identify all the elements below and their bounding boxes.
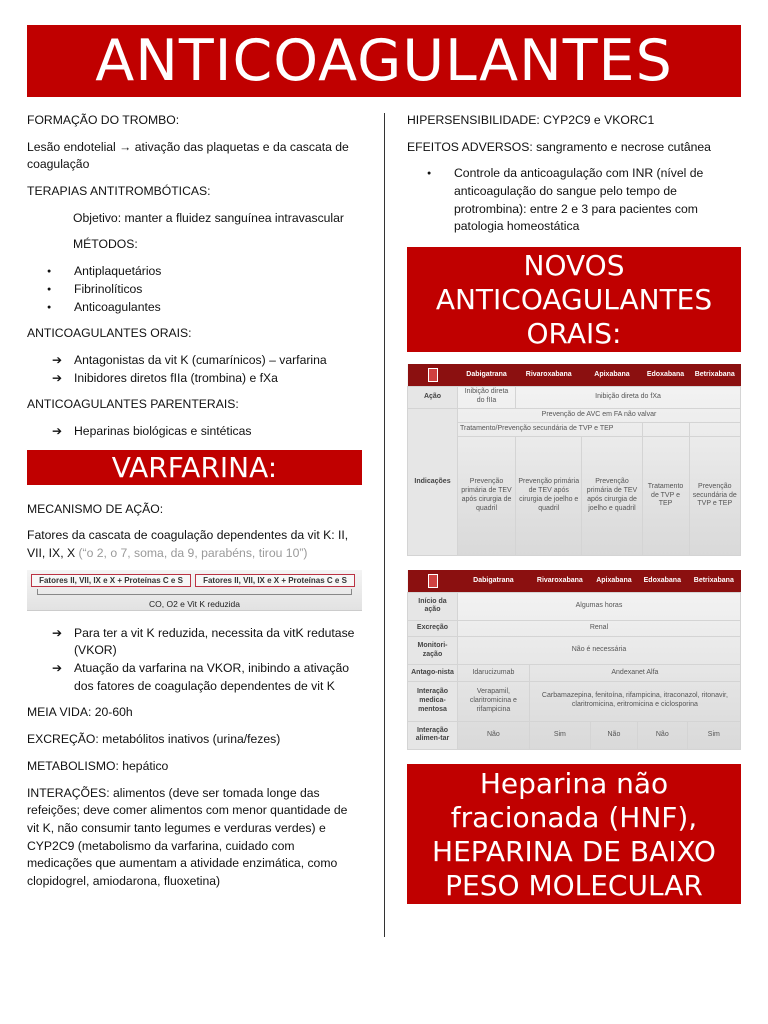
noacs-properties-table bbox=[407, 570, 741, 750]
metabolismo: METABOLISMO: hepático bbox=[27, 758, 169, 773]
orais-label: ANTICOAGULANTES ORAIS: bbox=[27, 326, 192, 341]
novos-anticoagulantes-banner: NOVOS ANTICOAGULANTES ORAIS: bbox=[407, 247, 741, 352]
table-cell: Prevenção primária de TEV após cirurgia de quadril bbox=[458, 436, 516, 556]
table-cell: Prevenção de AVC em FA não valvar bbox=[458, 408, 741, 422]
table-cell: Não é necessária bbox=[458, 637, 741, 665]
list-item: ➔ Antagonistas da vit K (cumarínicos) – varfarina bbox=[27, 352, 362, 370]
metodos-label: MÉTODOS: bbox=[73, 237, 138, 252]
hipersensibilidade: HIPERSENSIBILIDADE: CYP2C9 e VKORC1 bbox=[407, 113, 655, 127]
logo-icon bbox=[428, 574, 438, 588]
fatores-main: Fatores da cascata de coagulação dependentes da vit K: II, VII, IX, X bbox=[27, 528, 349, 560]
table-header: Edoxabana bbox=[637, 570, 687, 592]
heparina-banner: Heparina não fracionada (HNF), HEPARINA DE BAIXO PESO MOLECULAR bbox=[407, 764, 741, 904]
list-item: ● Fibrinolíticos bbox=[27, 281, 362, 299]
right-column bbox=[407, 112, 741, 904]
varfarina-list bbox=[27, 625, 362, 696]
logo-icon bbox=[428, 368, 438, 382]
table-cell: Tratamento/Prevenção secundária de TVP e TEP bbox=[458, 422, 643, 436]
table-cell: Idarucizumab bbox=[458, 665, 530, 681]
terapias-label: TERAPIAS ANTITROMBÓTICAS: bbox=[27, 184, 211, 199]
table-header: Edoxabana bbox=[642, 364, 689, 386]
mecanismo-label: MECANISMO DE AÇÃO: bbox=[27, 501, 164, 516]
orais-list bbox=[27, 352, 362, 387]
table-cell: Andexanet Alfa bbox=[529, 665, 740, 681]
efeitos-list bbox=[407, 165, 741, 236]
page-title: ANTICOAGULANTES bbox=[27, 25, 741, 97]
factor-bottom-label: CO, O2 e Vit K reduzida bbox=[148, 598, 241, 609]
metodos-list bbox=[27, 263, 362, 316]
table-header: Apixabana bbox=[590, 570, 637, 592]
fatores-text bbox=[27, 527, 362, 562]
table-cell: Verapamil, claritromicina e rifampicina bbox=[458, 681, 530, 721]
noacs-indications-table bbox=[407, 364, 741, 556]
row-label: Ação bbox=[408, 386, 458, 408]
table-cell: Não bbox=[590, 721, 637, 749]
brace-line bbox=[37, 589, 352, 595]
table-header: Rivaroxabana bbox=[529, 570, 590, 592]
table-cell: Prevenção primária de TEV após cirurgia de joelho e quadril bbox=[582, 436, 642, 556]
excrecao: EXCREÇÃO: metabólitos inativos (urina/fezes) bbox=[27, 732, 281, 747]
list-item: ➔ Para ter a vit K reduzida, necessita da vitK redutase (VKOR) bbox=[27, 625, 362, 660]
table-header: Dabigatrana bbox=[458, 364, 516, 386]
parenterais-label: ANTICOAGULANTES PARENTERAIS: bbox=[27, 397, 239, 412]
table-header: Betrixabana bbox=[689, 364, 740, 386]
objetivo-text: Objetivo: manter a fluidez sanguínea intravascular bbox=[73, 210, 344, 225]
efeitos-adversos: EFEITOS ADVERSOS: sangramento e necrose cutânea bbox=[407, 139, 711, 154]
row-label: Interação alimen-tar bbox=[408, 721, 458, 749]
interacoes: INTERAÇÕES: alimentos (deve ser tomada longe das refeições; deve comer alimentos com menor quantidade de vit K, não consumir tanto legumes e verduras verdes) e CYP2C9 (metabolismo da varfarina, cuidado com medicações que aumentam a atividade enzimática, como clopidogrel, amiodarona, fluoxetina) bbox=[27, 785, 348, 888]
list-item: ● Controle da anticoagulação com INR (nível de anticoagulação do sangue pelo tempo de protrombina): entre 2 e 3 para pacientes com patologia homeostática bbox=[407, 165, 741, 236]
table-header: Betrixabana bbox=[687, 570, 740, 592]
table-cell: Não bbox=[637, 721, 687, 749]
left-column bbox=[27, 112, 362, 900]
list-item: ➔ Heparinas biológicas e sintéticas bbox=[27, 423, 362, 441]
column-divider bbox=[384, 113, 385, 937]
table-cell bbox=[642, 422, 689, 436]
factor-box: Fatores II, VII, IX e X + Proteínas C e S bbox=[31, 574, 191, 587]
table-cell: Algumas horas bbox=[458, 592, 741, 620]
row-label: Indicações bbox=[408, 408, 458, 556]
table-header: Dabigatrana bbox=[458, 570, 530, 592]
table-cell: Sim bbox=[529, 721, 590, 749]
table-cell: Tratamento de TVP e TEP bbox=[642, 436, 689, 556]
meia-vida: MEIA VIDA: 20-60h bbox=[27, 705, 133, 720]
table-cell: Sim bbox=[687, 721, 740, 749]
table-logo bbox=[408, 364, 458, 386]
table-cell: Prevenção primária de TEV após cirurgia de joelho e quadril bbox=[516, 436, 582, 556]
table-cell: Inibição direta do fXa bbox=[516, 386, 741, 408]
table-header: Apixabana bbox=[582, 364, 642, 386]
table-cell: Inibição direta do fIIa bbox=[458, 386, 516, 408]
table-cell: Não bbox=[458, 721, 530, 749]
table-cell: Renal bbox=[458, 620, 741, 636]
formacao-label: FORMAÇÃO DO TROMBO: bbox=[27, 113, 180, 127]
fatores-mnemonic: (“o 2, o 7, soma, da 9, parabéns, tirou 10”) bbox=[78, 546, 308, 560]
varfarina-banner: VARFARINA: bbox=[27, 450, 362, 485]
row-label: Interação medica-mentosa bbox=[408, 681, 458, 721]
table-logo bbox=[408, 570, 458, 592]
table-cell bbox=[689, 422, 740, 436]
row-label: Monitori-zação bbox=[408, 637, 458, 665]
table-header: Rivaroxabana bbox=[516, 364, 582, 386]
row-label: Excreção bbox=[408, 620, 458, 636]
factor-box: Fatores II, VII, IX e X + Proteínas C e S bbox=[195, 574, 355, 587]
factor-diagram-image bbox=[27, 570, 362, 611]
table-cell: Prevenção secundária de TVP e TEP bbox=[689, 436, 740, 556]
lesao-text: Lesão endotelial → ativação das plaquetas e da cascata de coagulação bbox=[27, 139, 349, 172]
list-item: ● Antiplaquetários bbox=[27, 263, 362, 281]
list-item: ➔ Atuação da varfarina na VKOR, inibindo a ativação dos fatores de coagulação dependentes de vit K bbox=[27, 660, 362, 695]
list-item: ➔ Inibidores diretos fIIa (trombina) e fXa bbox=[27, 370, 362, 388]
row-label: Antago-nista bbox=[408, 665, 458, 681]
parenterais-list bbox=[27, 423, 362, 441]
table-cell: Carbamazepina, fenitoína, rifampicina, itraconazol, ritonavir, claritromicina, eritromicina e ciclosporina bbox=[529, 681, 740, 721]
row-label: Início da ação bbox=[408, 592, 458, 620]
list-item: ● Anticoagulantes bbox=[27, 299, 362, 317]
